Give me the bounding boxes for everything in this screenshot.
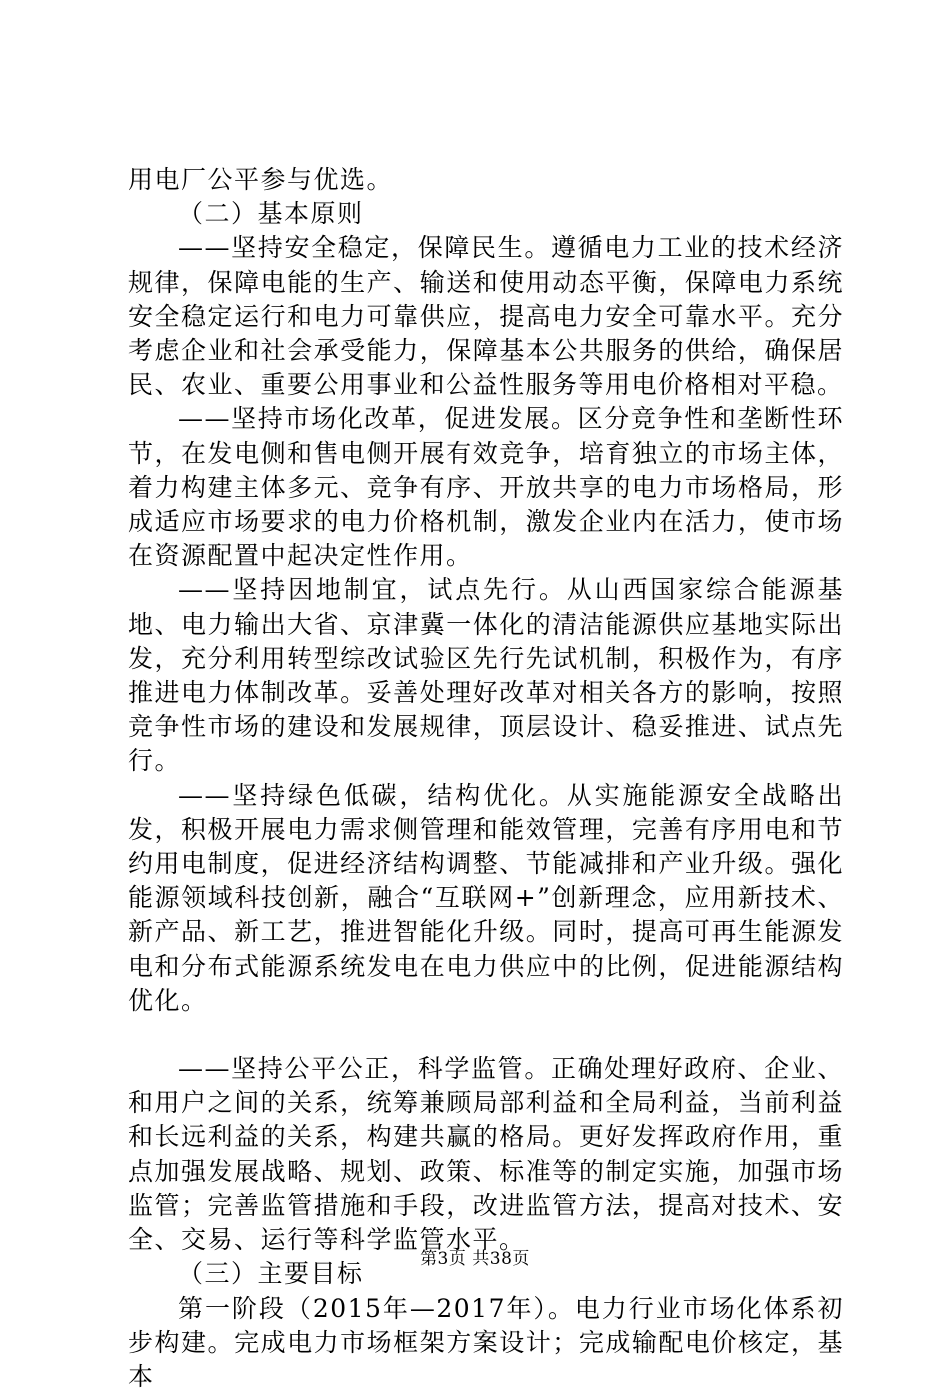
- paragraph-continuation: 用电厂公平参与优选。: [128, 163, 844, 197]
- principle-green-low-carbon: ——坚持绿色低碳，结构优化。从实施能源安全战略出发，积极开展电力需求侧管理和能效管理，完善有序用电和节约用电制度，促进经济结构调整、节能减排和产业升级。强化能源领域科技创新，融合“互联网+”创新理念，应用新技术、新产品、新工艺，推进智能化升级。同时，提高可再生能源发电和分布式能源系统发电在电力供应中的比例，促进能源结构优化。: [128, 779, 844, 1018]
- principle-local-conditions: ——坚持因地制宜，试点先行。从山西国家综合能源基地、电力输出大省、京津冀一体化的清洁能源供应基地实际出发，充分利用转型综改试验区先行先试机制，积极作为，有序推进电力体制改革。妥善处理好改革对相关各方的影响，按照竞争性市场的建设和发展规律，顶层设计、稳妥推进、试点先行。: [128, 573, 844, 778]
- principle-fair-regulation: ——坚持公平公正，科学监管。正确处理好政府、企业、和用户之间的关系，统筹兼顾局部利益和全局利益，当前利益和长远利益的关系，构建共赢的格局。更好发挥政府作用，重点加强发展战略、规划、政策、标准等的制定实施，加强市场监管；完善监管措施和手段，改进监管方法，提高对技术、安全、交易、运行等科学监管水平。: [128, 1052, 844, 1257]
- section-heading-main-goals: （三）主要目标: [128, 1257, 844, 1291]
- section-heading-basic-principles: （二）基本原则: [128, 197, 844, 231]
- principle-market-reform: ——坚持市场化改革，促进发展。区分竞争性和垄断性环节，在发电侧和售电侧开展有效竞争，培育独立的市场主体，着力构建主体多元、竞争有序、开放共享的电力市场格局，形成适应市场要求的电力价格机制，激发企业内在活力，使市场在资源配置中起决定性作用。: [128, 402, 844, 573]
- page-footer: 第3页 共38页: [0, 1244, 950, 1269]
- goal-stage-one: 第一阶段（2015年—2017年）。电力行业市场化体系初步构建。完成电力市场框架方案设计；完成输配电价核定，基本: [128, 1292, 844, 1394]
- document-body: [128, 163, 844, 1394]
- principle-safety-stability: ——坚持安全稳定，保障民生。遵循电力工业的技术经济规律，保障电能的生产、输送和使用动态平衡，保障电力系统安全稳定运行和电力可靠供应，提高电力安全可靠水平。充分考虑企业和社会承受能力，保障基本公共服务的供给，确保居民、农业、重要公用事业和公益性服务等用电价格相对平稳。: [128, 231, 844, 402]
